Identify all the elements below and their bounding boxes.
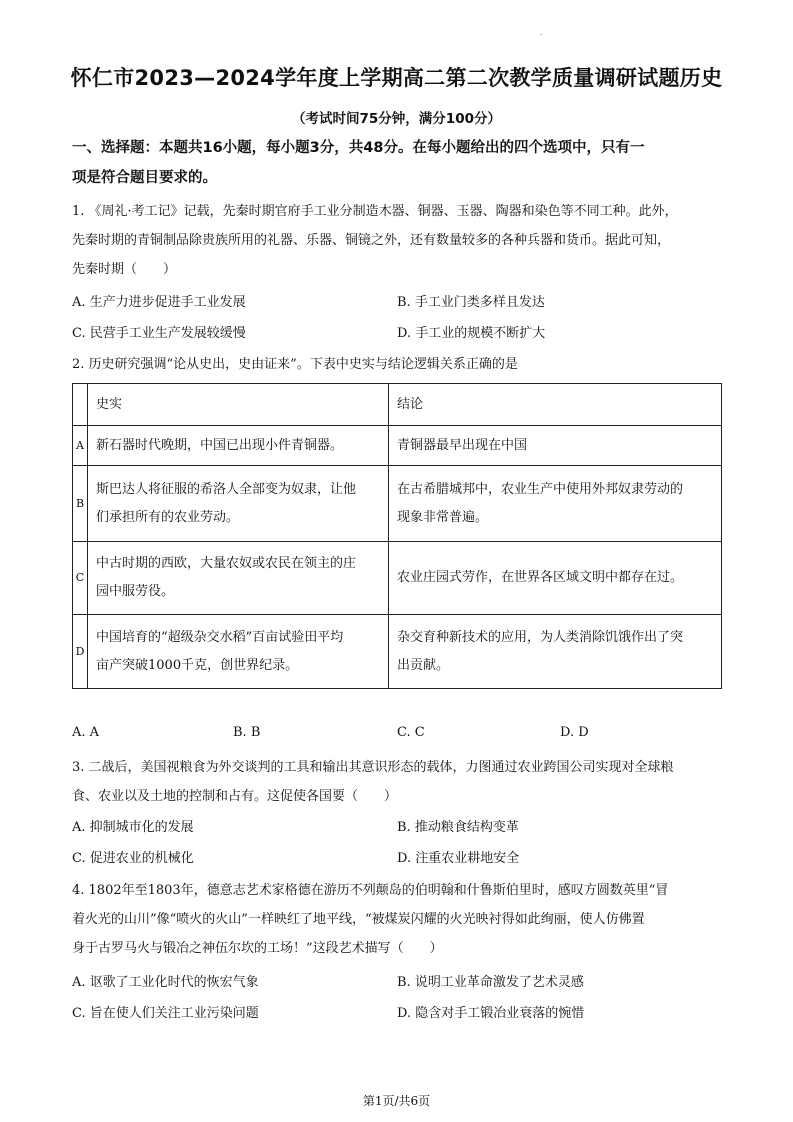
stem-line: 3. 二战后，美国视粮食为外交谈判的工具和输出其意识形态的载体，力图通过农业跨国公司实现对全球粮 bbox=[72, 760, 674, 775]
stem-line: 先秦时期的青铜制品除贵族所用的礼器、乐器、铜镜之外，还有数量较多的各种兵器和货币。据此可知， bbox=[72, 233, 671, 248]
conclusion-cell bbox=[389, 542, 722, 615]
question-4-stem bbox=[72, 876, 727, 963]
cell-line: 亩产突破1000千克，创世界纪录。 bbox=[96, 657, 299, 673]
cell-line: 出贡献。 bbox=[397, 657, 450, 673]
row-label: D bbox=[73, 615, 88, 689]
conclusion-cell bbox=[389, 466, 722, 542]
q3-option-d[interactable]: D. 注重农业耕地安全 bbox=[397, 851, 520, 866]
cell-line: 青铜器最早出现在中国 bbox=[397, 437, 528, 453]
q4-option-c[interactable]: C. 旨在使人们关注工业污染问题 bbox=[72, 1006, 259, 1021]
cell-line: 园中服劳役。 bbox=[96, 584, 175, 599]
cell-line: 在古希腊城邦中，农业生产中使用外邦奴隶劳动的 bbox=[397, 481, 684, 497]
q3-option-c[interactable]: C. 促进农业的机械化 bbox=[72, 851, 194, 866]
cell-line: 农业庄园式劳作，在世界各区域文明中都存在过。 bbox=[397, 570, 684, 585]
table-header-cell: 史实 bbox=[88, 384, 389, 426]
page-number: 第1页/共6页 bbox=[362, 1094, 431, 1108]
table-row bbox=[73, 615, 722, 689]
q1-option-d[interactable]: D. 手工业的规模不断扩大 bbox=[397, 326, 546, 341]
fact-cell bbox=[88, 542, 389, 615]
question-3-stem bbox=[72, 753, 727, 811]
evidence-table bbox=[72, 383, 722, 689]
stem-line: 身于古罗马火与锻冶之神伍尔坎的工场！”这段艺术描写（ ） bbox=[72, 941, 443, 956]
q4-option-b[interactable]: B. 说明工业革命激发了艺术灵感 bbox=[397, 975, 584, 990]
q2-option-d[interactable]: D. D bbox=[560, 725, 589, 740]
table-row bbox=[73, 426, 722, 466]
table-header-row bbox=[73, 384, 722, 426]
cell-line: 中古时期的西欧，大量农奴或农民在领主的庄 bbox=[96, 556, 357, 571]
row-label: C bbox=[73, 542, 88, 615]
stem-line: 着火光的山川”像“喷火的火山”一样映红了地平线，“被煤炭闪耀的火光映衬得如此绚丽，使人仿佛置 bbox=[72, 912, 645, 927]
fact-cell bbox=[88, 426, 389, 466]
section-heading-line: 项是符合题目要求的。 bbox=[72, 170, 217, 186]
stem-line: 4. 1802年至1803年，德意志艺术家格德在游历不列颠岛的伯明翰和什鲁斯伯里时，感叹方圆数英里“冒 bbox=[72, 883, 669, 898]
cell-line: 新石器时代晚期，中国已出现小件青铜器。 bbox=[96, 437, 344, 453]
exam-info: （考试时间75分钟，满分100分） bbox=[292, 111, 501, 127]
conclusion-cell bbox=[389, 615, 722, 689]
q1-option-b[interactable]: B. 手工业门类多样且发达 bbox=[397, 295, 545, 310]
table-header-cell bbox=[73, 384, 88, 426]
conclusion-cell bbox=[389, 426, 722, 466]
cell-line: 中国培育的“超级杂交水稻”百亩试验田平均 bbox=[96, 629, 344, 645]
table-row bbox=[73, 542, 722, 615]
q4-option-d[interactable]: D. 隐含对手工锻冶业衰落的惋惜 bbox=[397, 1006, 585, 1021]
fact-cell bbox=[88, 466, 389, 542]
q2-option-c[interactable]: C. C bbox=[397, 725, 425, 740]
scan-dot: . bbox=[540, 28, 543, 37]
question-2-stem: 2. 历史研究强调“论从史出，史由证来”。下表中史实与结论逻辑关系正确的是 bbox=[72, 357, 518, 372]
question-1-stem bbox=[72, 197, 727, 284]
cell-line: 们承担所有的农业劳动。 bbox=[96, 509, 240, 525]
stem-line: 先秦时期（ ） bbox=[72, 262, 177, 277]
q3-option-b[interactable]: B. 推动粮食结构变革 bbox=[397, 820, 519, 835]
q2-option-a[interactable]: A. A bbox=[72, 725, 100, 740]
row-label: A bbox=[73, 426, 88, 466]
q1-option-c[interactable]: C. 民营手工业生产发展较缓慢 bbox=[72, 326, 246, 341]
cell-line: 斯巴达人将征服的希洛人全部变为奴隶，让他 bbox=[96, 481, 357, 497]
section-heading bbox=[72, 133, 727, 193]
q1-option-a[interactable]: A. 生产力进步促进手工业发展 bbox=[72, 295, 246, 310]
page-title: 怀仁市2023—2024学年度上学期高二第二次教学质量调研试题历史 bbox=[70, 66, 723, 90]
q3-option-a[interactable]: A. 抑制城市化的发展 bbox=[72, 820, 194, 835]
stem-line: 1. 《周礼·考工记》记载，先秦时期官府手工业分制造木器、铜器、玉器、陶器和染色等不同工种。此外， bbox=[72, 204, 678, 219]
cell-line: 现象非常普遍。 bbox=[397, 509, 489, 525]
row-label: B bbox=[73, 466, 88, 542]
section-heading-line: 一、选择题：本题共16小题，每小题3分，共48分。在每小题给出的四个选项中，只有一 bbox=[72, 140, 645, 156]
table-header-cell: 结论 bbox=[389, 384, 722, 426]
table-row bbox=[73, 466, 722, 542]
cell-line: 杂交育种新技术的应用，为人类消除饥饿作出了突 bbox=[397, 629, 684, 645]
stem-line: 食、农业以及土地的控制和占有。这促使各国要（ ） bbox=[72, 789, 398, 804]
q4-option-a[interactable]: A. 讴歌了工业化时代的恢宏气象 bbox=[72, 975, 259, 990]
fact-cell bbox=[88, 615, 389, 689]
q2-option-b[interactable]: B. B bbox=[233, 725, 261, 740]
